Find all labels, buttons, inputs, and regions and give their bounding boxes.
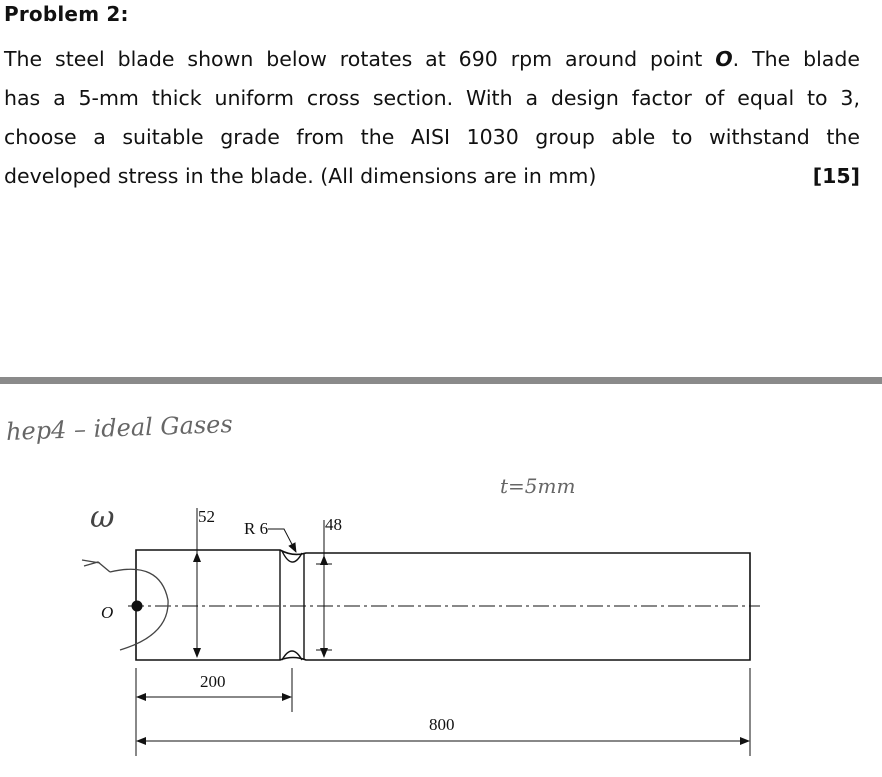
dim-r6-leader — [268, 529, 296, 552]
statement-line-1-post: . The blade — [732, 47, 860, 71]
pivot-label: O — [101, 603, 114, 622]
statement-line-2: has a 5-mm thick uniform cross section. With a design factor of equal to 3, — [4, 86, 860, 110]
statement-line-3: choose a suitable grade from the AISI 1030 group able to withstand the — [4, 125, 860, 149]
dim-200-label: 200 — [200, 672, 226, 691]
marks-badge: [15] — [812, 164, 860, 188]
statement-line-1-pre: The steel blade shown below rotates at 690 rpm around point — [4, 47, 716, 71]
dim-48-label: 48 — [325, 515, 342, 534]
point-o: O — [715, 47, 733, 71]
dim-800-label: 800 — [429, 715, 455, 734]
pivot-point — [132, 601, 143, 612]
dim-r6-label: R 6 — [244, 519, 269, 538]
handwritten-thickness: t=5mm — [500, 474, 576, 498]
handwritten-note: hep4 – ideal Gases — [5, 410, 234, 446]
statement-line-4-text: developed stress in the blade. (All dimensions are in mm) — [4, 164, 597, 188]
rotation-arrow-icon — [82, 560, 110, 572]
handwritten-omega: ω — [90, 500, 115, 535]
problem-title: Problem 2: — [4, 2, 129, 26]
blade-outline — [136, 550, 750, 660]
dim-52-label: 52 — [198, 507, 215, 526]
